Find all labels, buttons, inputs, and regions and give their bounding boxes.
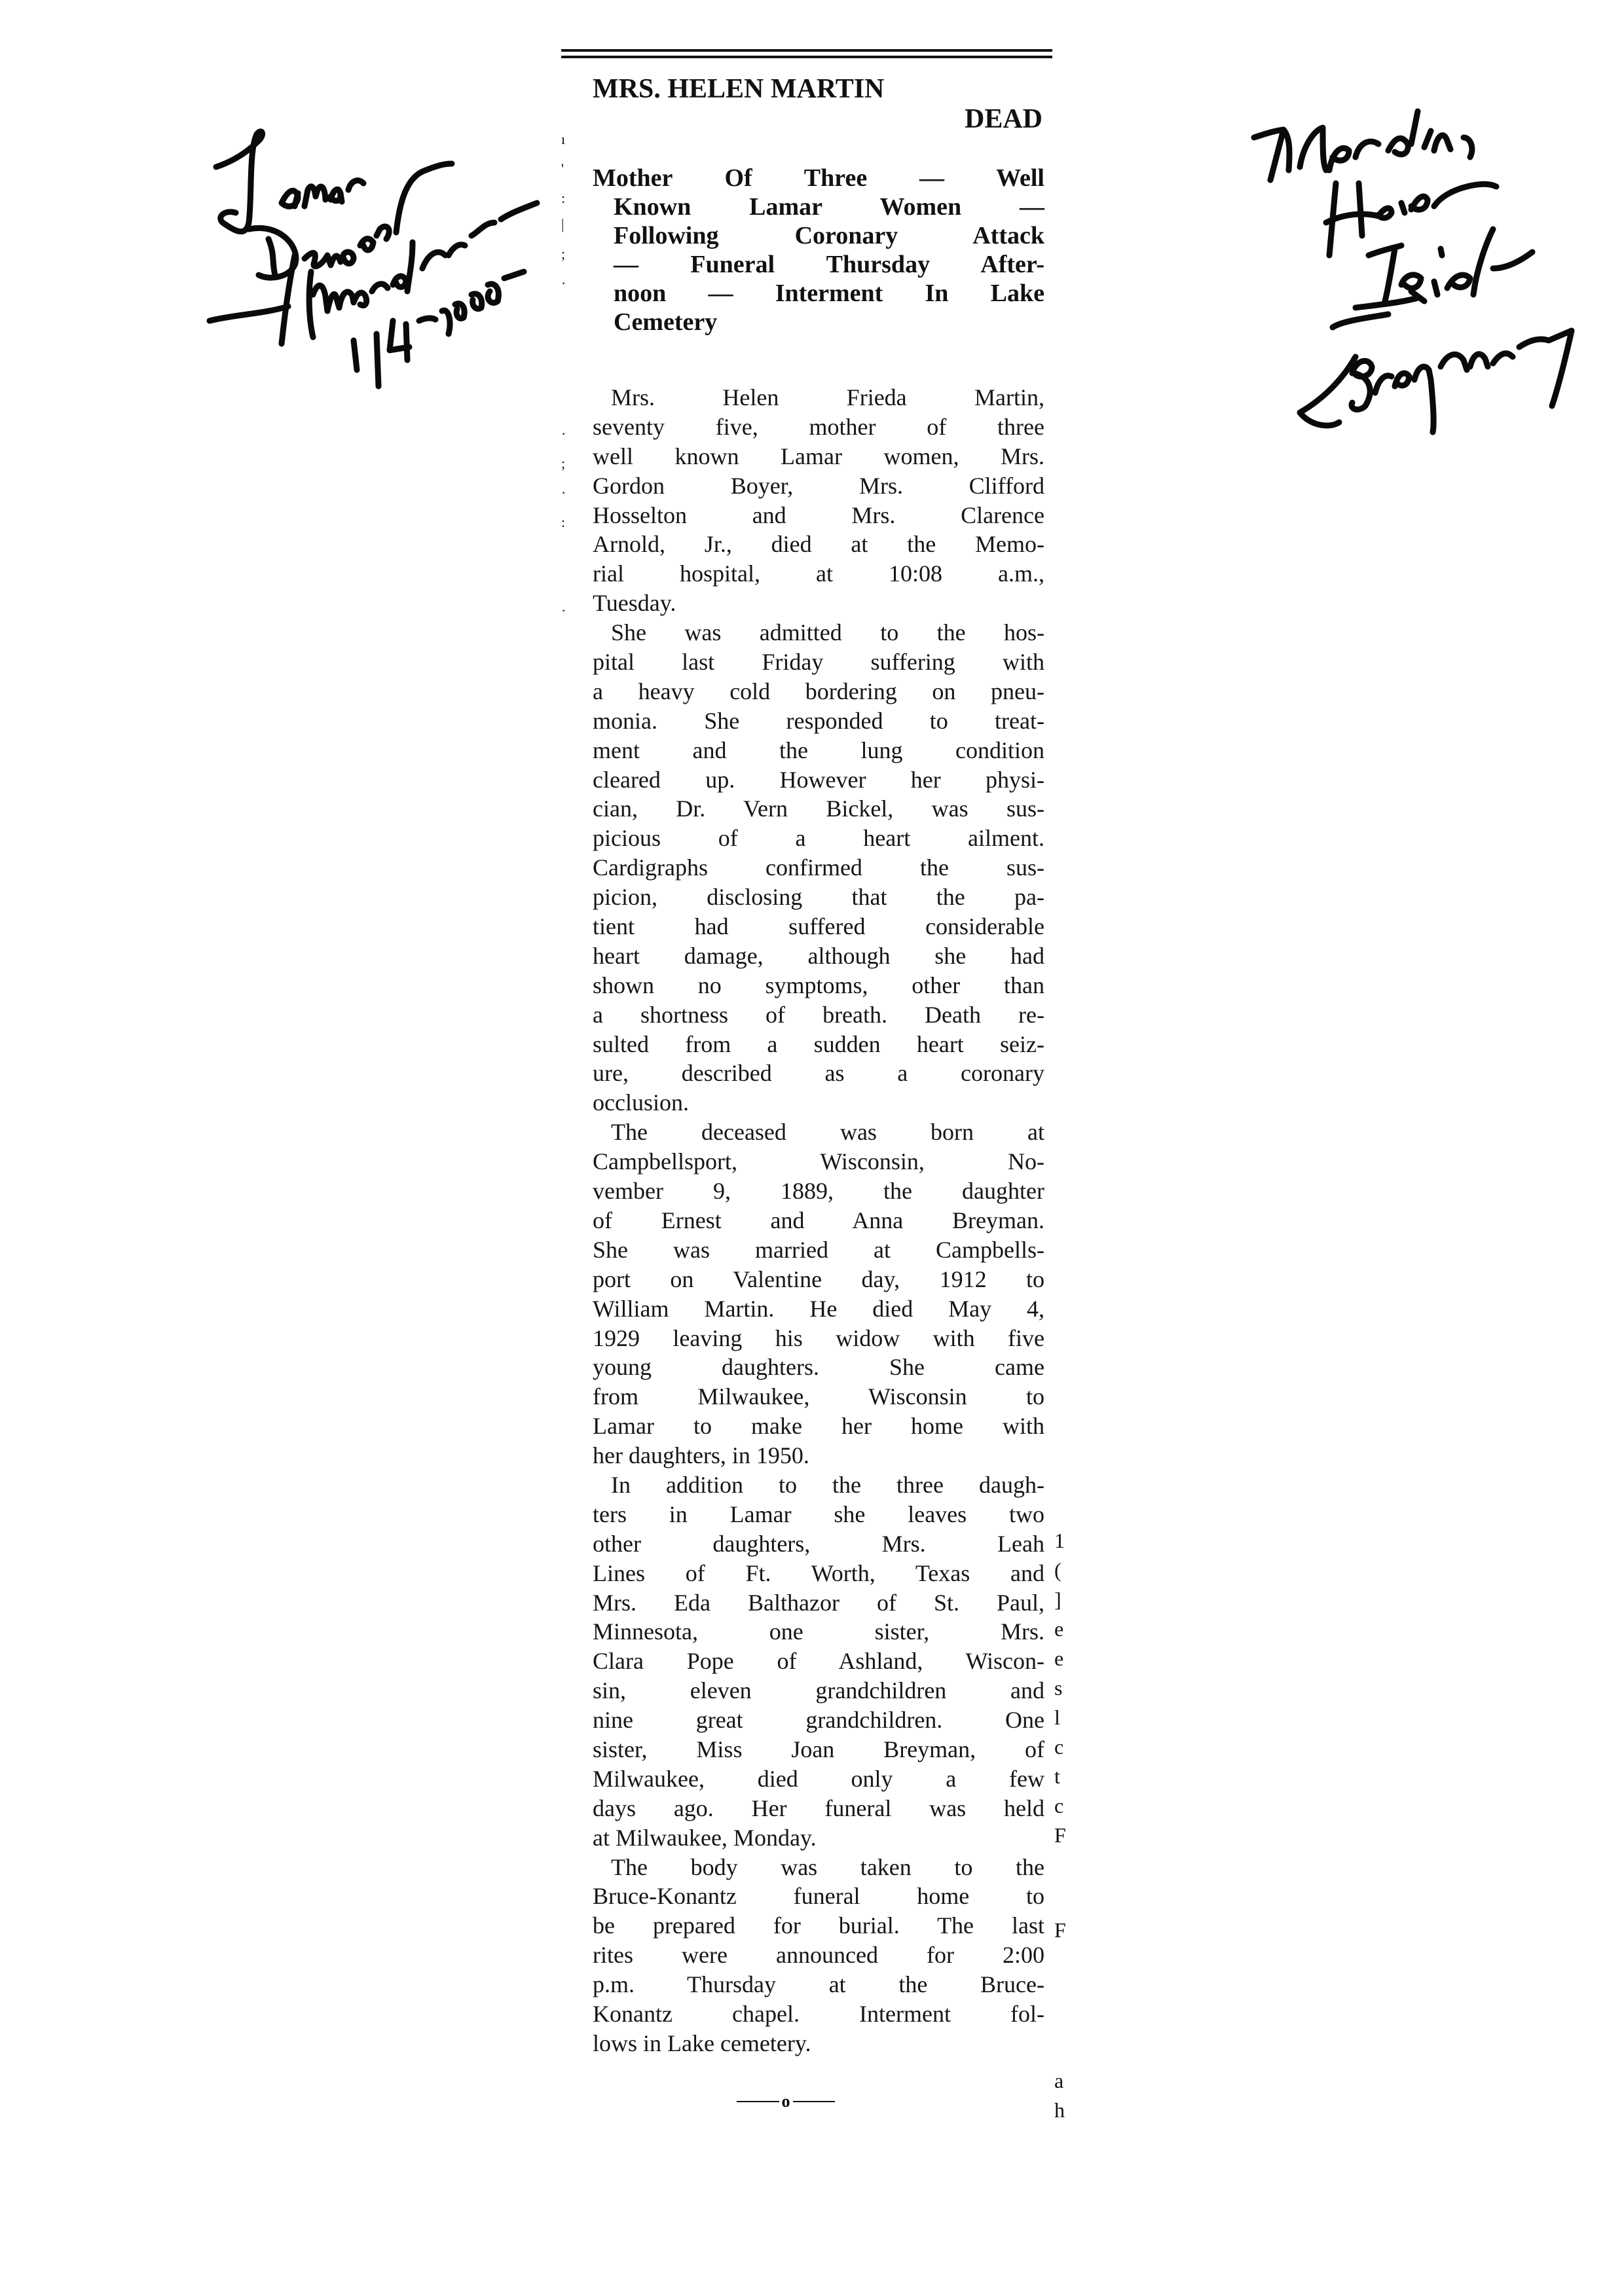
- body-line: tient had suffered considerable: [593, 913, 1044, 940]
- subheadline: [593, 164, 1044, 337]
- left-margin-speck: ·: [561, 602, 566, 619]
- body-line: well known Lamar women, Mrs.: [593, 443, 1044, 469]
- left-margin-speck: :: [561, 514, 566, 530]
- body-line: sin, eleven grandchildren and: [593, 1677, 1044, 1704]
- body-line: Mrs. Eda Balthazor of St. Paul,: [593, 1589, 1044, 1616]
- right-margin-fragment: F: [1054, 1918, 1066, 1942]
- body-line: Gordon Boyer, Mrs. Clifford: [593, 472, 1044, 499]
- body-line: rites were announced for 2:00: [593, 1942, 1044, 1969]
- body-line: Campbellsport, Wisconsin, No-: [593, 1148, 1044, 1175]
- right-margin-fragment: c: [1054, 1735, 1064, 1758]
- subhead-line: Following Coronary Attack: [614, 222, 1044, 249]
- right-margin-fragment: h: [1054, 2098, 1065, 2122]
- paragraph-first-line: The deceased was born at: [611, 1119, 1044, 1146]
- body-line: at Milwaukee, Monday.: [593, 1824, 817, 1851]
- body-line: Clara Pope of Ashland, Wiscon-: [593, 1648, 1044, 1675]
- left-margin-speck: ·: [561, 426, 566, 442]
- body-line: Konantz chapel. Interment fol-: [593, 2000, 1044, 2027]
- end-mark-glyph: o: [781, 2092, 790, 2111]
- headline-dead: DEAD: [964, 104, 1043, 134]
- body-line: cian, Dr. Vern Bickel, was sus-: [593, 795, 1044, 822]
- body-line: ure, described as a coronary: [593, 1060, 1044, 1087]
- paragraph-first-line: Mrs. Helen Frieda Martin,: [611, 384, 1044, 410]
- body-line: sister, Miss Joan Breyman, of: [593, 1736, 1044, 1762]
- right-margin-fragment: s: [1054, 1676, 1063, 1700]
- subhead-line: Mother Of Three — Well: [593, 164, 1044, 192]
- left-margin-speck: ·: [561, 275, 566, 291]
- left-margin-speck: ·: [561, 484, 566, 501]
- right-margin-fragment: (: [1054, 1558, 1061, 1582]
- body-line: p.m. Thursday at the Bruce-: [593, 1971, 1044, 1998]
- handwritten-note-name: [1238, 98, 1591, 439]
- body-line: monia. She responded to treat-: [593, 707, 1044, 734]
- body-line: Tuesday.: [593, 590, 676, 617]
- subhead-line: noon — Interment In Lake: [614, 280, 1044, 307]
- body-line: Hosselton and Mrs. Clarence: [593, 501, 1044, 528]
- paragraph-first-line: The body was taken to the: [611, 1853, 1044, 1880]
- body-line: Bruce-Konantz funeral home to: [593, 1883, 1044, 1910]
- body-line: shown no symptoms, other than: [593, 972, 1044, 998]
- subhead-line: Cemetery: [614, 308, 718, 336]
- handwritten-note-source-date: [196, 124, 550, 399]
- body-line: picion, disclosing that the pa-: [593, 884, 1044, 911]
- right-margin-fragment: F: [1054, 1823, 1066, 1847]
- body-line: cleared up. However her physi-: [593, 766, 1044, 793]
- left-margin-speck: ı: [561, 131, 566, 147]
- body-line: young daughters. She came: [593, 1354, 1044, 1381]
- rule-line: [561, 49, 1052, 52]
- body-line: vember 9, 1889, the daughter: [593, 1178, 1044, 1205]
- body-line: her daughters, in 1950.: [593, 1442, 809, 1469]
- body-line: ment and the lung condition: [593, 737, 1044, 763]
- body-line: seventy five, mother of three: [593, 413, 1044, 440]
- body-line: occlusion.: [593, 1089, 689, 1116]
- column-top-double-rule: [561, 46, 1052, 59]
- subhead-line: Known Lamar Women —: [614, 193, 1044, 221]
- body-line: Lines of Ft. Worth, Texas and: [593, 1559, 1044, 1586]
- body-line: other daughters, Mrs. Leah: [593, 1530, 1044, 1557]
- end-of-article-mark: [737, 2094, 835, 2109]
- body-line: Arnold, Jr., died at the Memo-: [593, 531, 1044, 558]
- body-line: be prepared for burial. The last: [593, 1912, 1044, 1939]
- left-margin-speck: ': [561, 160, 564, 177]
- right-margin-fragment: 1: [1054, 1529, 1065, 1552]
- right-margin-fragment: t: [1054, 1764, 1060, 1788]
- body-line: nine great grandchildren. One: [593, 1707, 1044, 1734]
- body-line: port on Valentine day, 1912 to: [593, 1266, 1044, 1292]
- left-margin-speck: :: [561, 190, 566, 206]
- body-line: from Milwaukee, Wisconsin to: [593, 1383, 1044, 1410]
- end-dash: [737, 2101, 779, 2102]
- body-line: a shortness of breath. Death re-: [593, 1001, 1044, 1028]
- right-margin-fragment: e: [1054, 1647, 1064, 1670]
- body-line: pital last Friday suffering with: [593, 649, 1044, 676]
- end-dash: [793, 2101, 836, 2102]
- right-margin-fragment: ]: [1054, 1588, 1061, 1611]
- right-margin-fragment: a: [1054, 2069, 1064, 2092]
- body-line: lows in Lake cemetery.: [593, 2030, 811, 2056]
- body-line: sulted from a sudden heart seiz-: [593, 1030, 1044, 1057]
- right-margin-fragment: e: [1054, 1617, 1064, 1641]
- right-margin-fragment: c: [1054, 1794, 1064, 1817]
- body-line: of Ernest and Anna Breyman.: [593, 1207, 1044, 1233]
- article-body: [593, 383, 1044, 2058]
- body-line: William Martin. He died May 4,: [593, 1295, 1044, 1322]
- right-margin-fragment: l: [1054, 1705, 1060, 1729]
- left-margin-speck: ;: [561, 246, 566, 262]
- body-line: a heavy cold bordering on pneu-: [593, 678, 1044, 704]
- left-margin-speck: |: [561, 216, 564, 232]
- body-line: Milwaukee, died only a few: [593, 1765, 1044, 1792]
- body-line: picious of a heart ailment.: [593, 825, 1044, 852]
- body-line: Lamar to make her home with: [593, 1413, 1044, 1440]
- left-margin-speck: ;: [561, 455, 566, 471]
- paragraph-first-line: She was admitted to the hos-: [611, 619, 1044, 646]
- body-line: days ago. Her funeral was held: [593, 1795, 1044, 1821]
- body-line: rial hospital, at 10:08 a.m.,: [593, 560, 1044, 587]
- body-line: She was married at Campbells-: [593, 1236, 1044, 1263]
- subhead-line: — Funeral Thursday After-: [614, 251, 1044, 278]
- body-line: ters in Lamar she leaves two: [593, 1501, 1044, 1527]
- body-line: heart damage, although she had: [593, 942, 1044, 969]
- body-line: 1929 leaving his widow with five: [593, 1324, 1044, 1351]
- body-line: Cardigraphs confirmed the sus-: [593, 854, 1044, 881]
- body-line: Minnesota, one sister, Mrs.: [593, 1618, 1044, 1645]
- headline-name: MRS. HELEN MARTIN: [593, 74, 885, 104]
- rule-line: [561, 56, 1052, 58]
- paragraph-first-line: In addition to the three daugh-: [611, 1471, 1044, 1498]
